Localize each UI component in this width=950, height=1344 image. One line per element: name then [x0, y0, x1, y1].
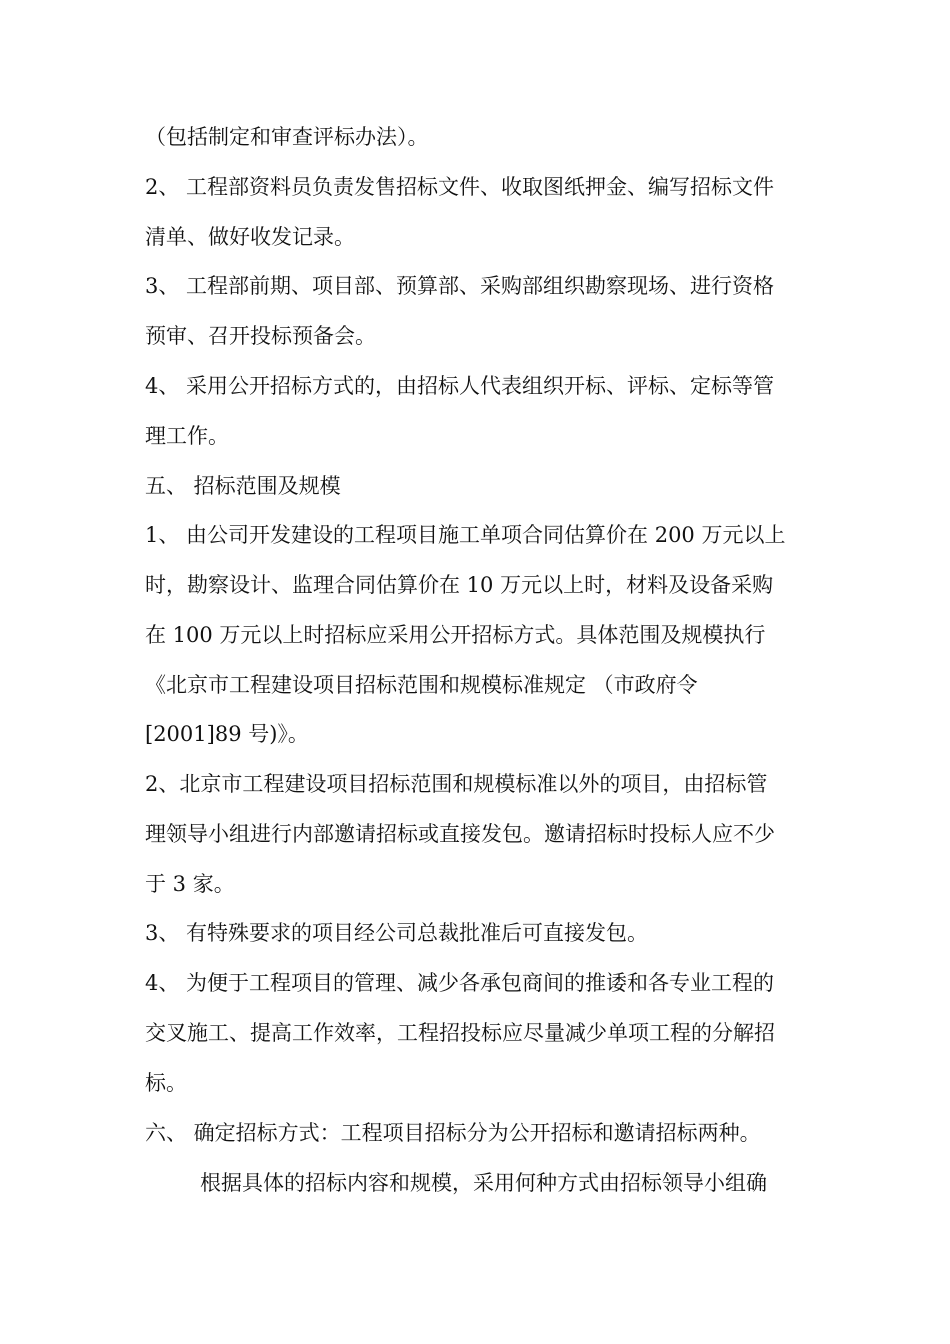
- text-line: 清单、做好收发记录。: [145, 225, 355, 249]
- section-heading: 六、 确定招标方式：工程项目招标分为公开招标和邀请招标两种。: [145, 1121, 761, 1145]
- text-line: 3、 有特殊要求的项目经公司总裁批准后可直接发包。: [145, 921, 649, 945]
- text-line: 预审、召开投标预备会。: [145, 324, 376, 348]
- text-line: 2、北京市工程建设项目招标范围和规模标准以外的项目，由招标管: [145, 772, 768, 796]
- text-line: 理工作。: [145, 424, 229, 448]
- text-line: 交叉施工、提高工作效率，工程招投标应尽量减少单项工程的分解招: [145, 1021, 775, 1045]
- text-line: 4、 采用公开招标方式的，由招标人代表组织开标、评标、定标等管: [145, 374, 775, 398]
- text-line: [2001]89 号)》。: [145, 722, 309, 746]
- text-line: 《北京市工程建设项目招标范围和规模标准规定 （市政府令: [145, 673, 698, 697]
- text-line: 4、 为便于工程项目的管理、减少各承包商间的推诿和各专业工程的: [145, 971, 775, 995]
- text-line: 标。: [145, 1071, 187, 1095]
- text-line: 在 100 万元以上时招标应采用公开招标方式。具体范围及规模执行: [145, 623, 766, 647]
- text-line: 2、 工程部资料员负责发售招标文件、收取图纸押金、编写招标文件: [145, 175, 775, 199]
- text-line: 3、 工程部前期、项目部、预算部、采购部组织勘察现场、进行资格: [145, 274, 775, 298]
- text-line: 理领导小组进行内部邀请招标或直接发包。邀请招标时投标人应不少: [145, 822, 775, 846]
- section-heading: 五、 招标范围及规模: [145, 474, 341, 498]
- text-line: 于 3 家。: [145, 872, 235, 896]
- text-line: 根据具体的招标内容和规模，采用何种方式由招标领导小组确: [200, 1171, 767, 1195]
- text-line: 1、 由公司开发建设的工程项目施工单项合同估算价在 200 万元以上: [145, 523, 786, 547]
- text-line: （包括制定和审查评标办法）。: [145, 125, 429, 149]
- text-line: 时，勘察设计、监理合同估算价在 10 万元以上时，材料及设备采购: [145, 573, 774, 597]
